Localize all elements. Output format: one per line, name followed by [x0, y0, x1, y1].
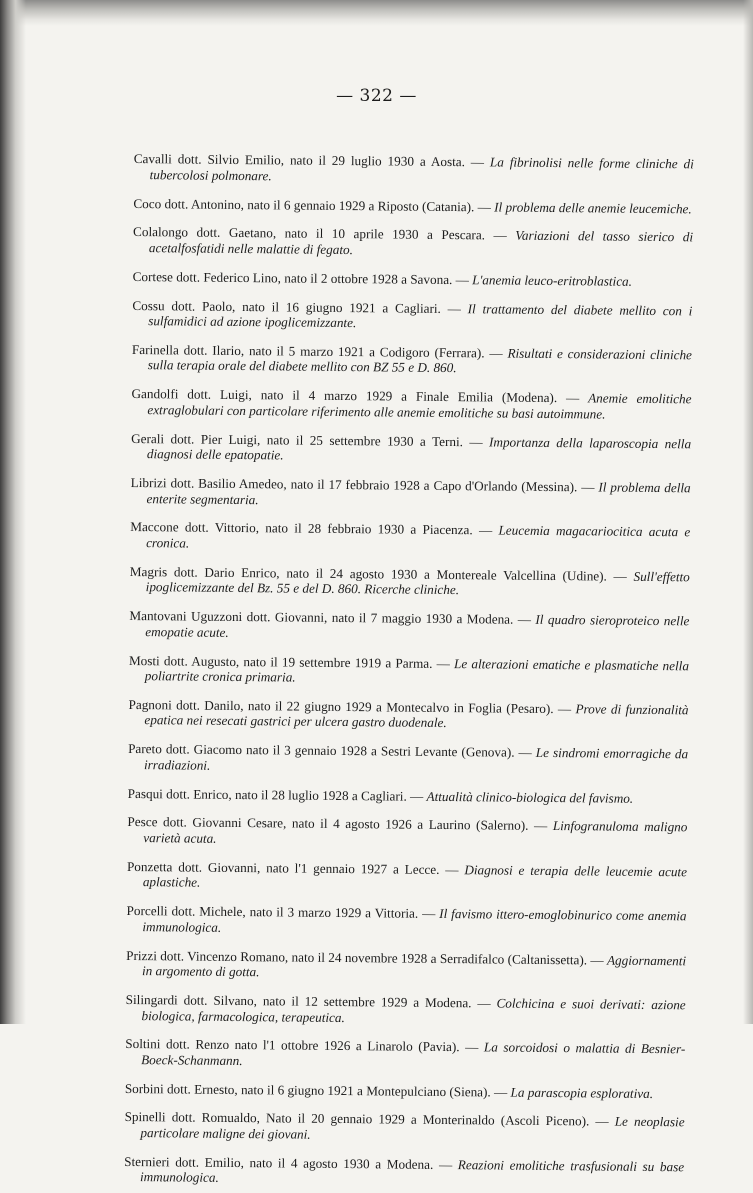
entry-author-info: Pareto dott. Giacomo nato il 3 gennaio 1928 a Sestri Levante (Genova). —	[128, 741, 532, 761]
entry-thesis-title: Il problema delle anemie leucemiche.	[494, 199, 692, 216]
entry	[125, 1036, 685, 1073]
entry-author-info: Magris dott. Dario Enrico, nato il 24 agosto 1930 a Montereale Valcellina (Udine). —	[129, 563, 627, 584]
entry	[124, 1109, 684, 1146]
entry-author-info: Ponzetta dott. Giovanni, nato l'1 gennaio 1927 a Lecce. —	[126, 858, 459, 877]
entry-thesis-title: Leucemia magacariocitica acuta e cronica.	[146, 522, 691, 551]
entry	[124, 1154, 684, 1191]
entry-author-info: Soltini dott. Renzo nato l'1 ottobre 1926 a Linarolo (Pavia). —	[125, 1036, 479, 1055]
entry-thesis-title: Diagnosi e terapia delle leucemie acute aplastiche.	[142, 861, 688, 891]
entry-author-info: Pasqui dott. Enrico, nato il 28 luglio 1928 a Cagliari. —	[127, 785, 424, 804]
entry-thesis-title: Importanza della laparoscopia nella diagnosi delle epatopatie.	[146, 434, 692, 463]
entry-author-info: Prizzi dott. Vincenzo Romano, nato il 24 novembre 1928 a Serradifalco (Caltanissetta). —	[126, 947, 604, 968]
entry	[131, 386, 691, 423]
entry-thesis-title: Aggiornamenti in argomento di gotta.	[141, 952, 687, 980]
entry-thesis-title: Variazioni del tasso sierico di acetalfosfatidi nelle malattie di fegato.	[148, 228, 694, 258]
entry	[131, 431, 691, 468]
entry-thesis-title: La fibrinolisi nelle forme cliniche di tubercolosi polmonare.	[149, 154, 694, 184]
scan-binding-edge	[0, 0, 26, 1024]
entry	[132, 297, 692, 334]
entry-thesis-title: Anemie emolitiche extraglobulari con particolare riferimento alle anemie emolitiche su basi autoimmune.	[147, 390, 692, 422]
entry-author-info: Cavalli dott. Silvio Emilio, nato il 29 luglio 1930 a Aosta. —	[133, 151, 485, 170]
scan-top-edge	[0, 0, 753, 26]
entry-thesis-title: La parascopia esplorativa.	[510, 1084, 654, 1101]
entry-author-info: Sorbini dott. Ernesto, nato il 6 giugno 1921 a Montepulciano (Siena). —	[124, 1080, 508, 1100]
entry-author-info: Silingardi dott. Silvano, nato il 12 settembre 1929 a Modena. —	[125, 991, 491, 1011]
entry	[132, 342, 692, 379]
entry-author-info: Farinella dott. Ilario, nato il 5 marzo 1921 a Codigoro (Ferrara). —	[131, 341, 503, 361]
entry	[130, 519, 690, 556]
entry-author-info: Spinelli dott. Romualdo, Nato il 20 gennaio 1929 a Monterinaldo (Ascoli Piceno). —	[124, 1109, 609, 1130]
entry-author-info: Coco dott. Antonino, nato il 6 gennaio 1929 a Riposto (Catania). —	[133, 195, 491, 214]
entry	[128, 786, 688, 807]
entry	[129, 652, 689, 689]
entry	[134, 151, 694, 188]
entry-author-info: Sternieri dott. Emilio, nato il 4 agosto 1930 a Modena. —	[124, 1153, 453, 1172]
entry	[128, 697, 688, 734]
entry-author-info: Porcelli dott. Michele, nato il 3 marzo 1929 a Vittoria. —	[126, 903, 436, 922]
entry	[127, 859, 687, 896]
entry-author-info: Gandolfi dott. Luigi, nato il 4 marzo 1929 a Finale Emilia (Modena). —	[131, 386, 580, 406]
entry-thesis-title: Attualità clinico-biologica del favismo.	[426, 788, 634, 806]
entry-author-info: Mosti dott. Augusto, nato il 19 settembre 1919 a Parma. —	[128, 652, 450, 671]
entry	[126, 992, 686, 1029]
entry-thesis-title: Il trattamento del diabete mellito con i sulfamidici ad azione ipoglicemizzante.	[148, 300, 693, 331]
entry-thesis-title: Colchicina e suoi derivati: azione biologica, farmacologica, terapeutica.	[141, 995, 686, 1025]
entry-list	[124, 138, 694, 1193]
entry-thesis-title: Il quadro sieroproteico nelle emopatie acute.	[145, 612, 690, 640]
entry-thesis-title: Le neoplasie particolare maligne dei giovani.	[140, 1114, 685, 1142]
page-number: — 322 —	[336, 86, 417, 106]
entry-thesis-title: Le sindromi emorragiche da irradiazioni.	[143, 745, 689, 773]
entry-author-info: Librizi dott. Basilio Amedeo, nato il 17 febbraio 1928 a Capo d'Orlando (Messina). —	[130, 474, 595, 495]
entry	[130, 475, 690, 512]
entry-author-info: Gerali dott. Pier Luigi, nato il 25 settembre 1930 a Terni. —	[131, 430, 483, 449]
entry	[126, 903, 686, 940]
entry	[127, 814, 687, 851]
entry	[133, 196, 693, 217]
entry-author-info: Pesce dott. Giovanni Cesare, nato il 4 agosto 1926 a Laurino (Salerno). —	[127, 814, 548, 834]
entry-author-info: Cortese dott. Federico Lino, nato il 2 ottobre 1928 a Savona. —	[132, 268, 469, 287]
entry-thesis-title: Il favismo ittero-emoglobinurico come anemia immunologica.	[142, 906, 687, 935]
entry-author-info: Maccone dott. Vittorio, nato il 28 febbraio 1930 a Piacenza. —	[130, 519, 493, 538]
entry-thesis-title: L'anemia leuco-eritroblastica.	[472, 271, 633, 289]
entry	[130, 564, 690, 601]
entry	[133, 224, 693, 261]
entry-thesis-title: Reazioni emolitiche trasfusionali su base immunologica.	[139, 1156, 685, 1186]
entry	[125, 1081, 685, 1102]
entry-thesis-title: Linfogranuloma maligno varietà acuta.	[143, 818, 688, 846]
entry-thesis-title: La sorcoidosi o malattia di Besnier-Boeck-Schanmann.	[141, 1039, 686, 1068]
entry	[129, 608, 689, 645]
entry-thesis-title: Sull'effetto ipoglicemizzante del Bz. 55 e del D. 860. Ricerche cliniche.	[145, 568, 690, 598]
entry-author-info: Cossu dott. Paolo, nato il 16 giugno 1921 a Cagliari. —	[132, 297, 461, 316]
entry-thesis-title: Risultati e considerazioni cliniche sulla terapia orale del diabete mellito con BZ 55 e D. 860.	[147, 345, 693, 376]
entry-thesis-title: Il problema della enterite segmentaria.	[146, 479, 691, 507]
entry	[128, 741, 688, 778]
entry	[133, 269, 693, 290]
scan-right-edge	[743, 0, 753, 1024]
entry-author-info: Pagnoni dott. Danilo, nato il 22 giugno 1929 a Montecalvo in Foglia (Pesaro). —	[128, 696, 572, 717]
entry-author-info: Mantovani Uguzzoni dott. Giovanni, nato il 7 maggio 1930 a Modena. —	[129, 608, 532, 627]
entry	[126, 947, 686, 984]
entry-thesis-title: Le alterazioni ematiche e plasmatiche nella poliartrite cronica primaria.	[144, 655, 690, 685]
entry-thesis-title: Prove di funzionalità epatica nei resecati gastrici per ulcera gastro duodenale.	[144, 701, 689, 731]
entry-author-info: Colalongo dott. Gaetano, nato il 10 aprile 1930 a Pescara. —	[133, 224, 507, 243]
